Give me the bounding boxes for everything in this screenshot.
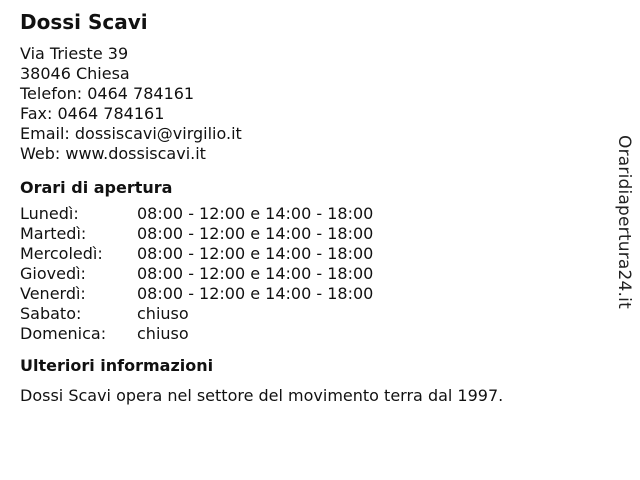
hours-row-wednesday: [20, 244, 600, 264]
hours-day: Lunedì:: [20, 204, 79, 223]
hours-time: 08:00 - 12:00 e 14:00 - 18:00: [137, 224, 374, 243]
hours-row-sunday: [20, 324, 600, 344]
business-info: [20, 8, 600, 406]
web-line: Web: www.dossiscavi.it: [20, 144, 206, 163]
hours-time: 08:00 - 12:00 e 14:00 - 18:00: [137, 264, 374, 283]
hours-row-friday: [20, 284, 600, 304]
hours-day: Martedì:: [20, 224, 87, 243]
hours-day: Giovedì:: [20, 264, 86, 283]
business-name: Dossi Scavi: [20, 10, 148, 34]
hours-row-monday: [20, 204, 600, 224]
hours-time: chiuso: [137, 324, 189, 343]
business-description: Dossi Scavi opera nel settore del movimento terra dal 1997.: [20, 386, 504, 405]
address-line-1: Via Trieste 39: [20, 44, 129, 63]
opening-hours-heading: Orari di apertura: [20, 178, 173, 197]
fax-line: Fax: 0464 784161: [20, 104, 165, 123]
hours-day: Sabato:: [20, 304, 82, 323]
phone-line: Telefon: 0464 784161: [20, 84, 195, 103]
hours-day: Domenica:: [20, 324, 107, 343]
hours-row-tuesday: [20, 224, 600, 244]
hours-time: 08:00 - 12:00 e 14:00 - 18:00: [137, 204, 374, 223]
hours-time: 08:00 - 12:00 e 14:00 - 18:00: [137, 284, 374, 303]
email-line: Email: dossiscavi@virgilio.it: [20, 124, 242, 143]
opening-hours-table: [20, 204, 600, 344]
address-line-2: 38046 Chiesa: [20, 64, 130, 83]
hours-row-thursday: [20, 264, 600, 284]
hours-day: Mercoledì:: [20, 244, 103, 263]
hours-day: Venerdì:: [20, 284, 86, 303]
hours-time: chiuso: [137, 304, 189, 323]
more-info-heading: Ulteriori informazioni: [20, 356, 214, 375]
hours-time: 08:00 - 12:00 e 14:00 - 18:00: [137, 244, 374, 263]
hours-row-saturday: [20, 304, 600, 324]
site-watermark: Oraridiapertura24.it: [614, 135, 634, 309]
